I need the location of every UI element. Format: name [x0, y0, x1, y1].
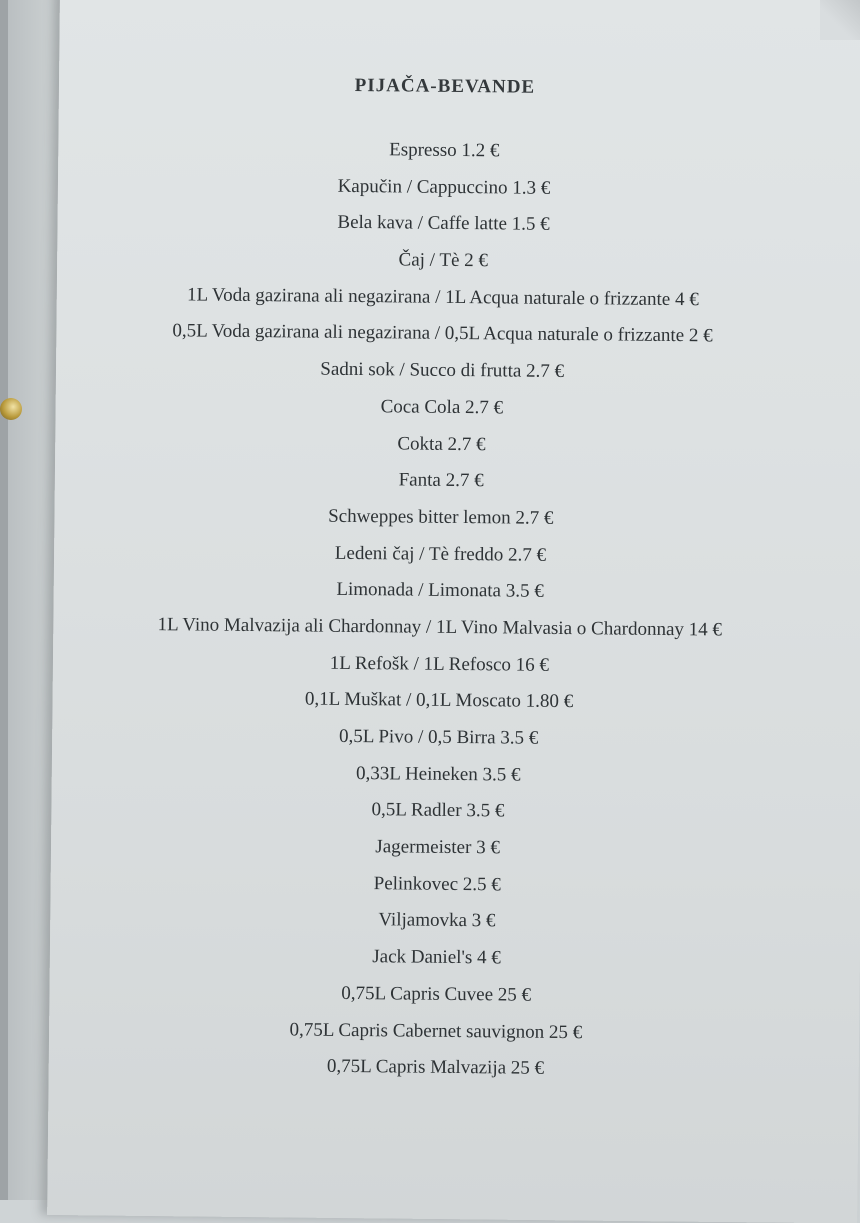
- menu-item: 1L Voda gazirana ali negazirana / 1L Acqua naturale o frizzante 4 €: [186, 284, 699, 311]
- menu-item: Bela kava / Caffe latte 1.5 €: [337, 212, 550, 236]
- menu-item: Ledeni čaj / Tè freddo 2.7 €: [334, 542, 547, 566]
- menu-item: 0,5L Pivo / 0,5 Birra 3.5 €: [338, 725, 539, 749]
- menu-item: Limonada / Limonata 3.5 €: [336, 579, 544, 603]
- menu-item: Viljamovka 3 €: [378, 909, 496, 932]
- menu-item: 1L Vino Malvazija ali Chardonnay / 1L Vino Malvasia o Chardonnay 14 €: [157, 614, 723, 641]
- menu-item: Čaj / Tè 2 €: [398, 249, 489, 272]
- menu-content: [54, 0, 860, 1204]
- menu-item: 0,75L Capris Cabernet sauvignon 25 €: [289, 1018, 583, 1043]
- menu-item: 0,5L Radler 3.5 €: [371, 799, 505, 822]
- menu-item: Cokta 2.7 €: [397, 432, 486, 455]
- menu-item: Schweppes bitter lemon 2.7 €: [328, 505, 554, 529]
- menu-item: 0,33L Heineken 3.5 €: [355, 762, 521, 786]
- menu-item: Jack Daniel's 4 €: [372, 946, 501, 969]
- menu-item: 1L Refošk / 1L Refosco 16 €: [329, 652, 550, 676]
- binder-pin: [0, 398, 22, 420]
- menu-item: Pelinkovec 2.5 €: [373, 872, 501, 896]
- menu-title: PIJAČA-BEVANDE: [354, 74, 536, 98]
- menu-item: Fanta 2.7 €: [398, 469, 484, 492]
- menu-item: 0,75L Capris Cuvee 25 €: [341, 982, 532, 1006]
- binding-edge: [0, 0, 8, 1200]
- menu-item: 0,5L Voda gazirana ali negazirana / 0,5L Acqua naturale o frizzante 2 €: [172, 320, 713, 347]
- menu-item: Coca Cola 2.7 €: [380, 396, 504, 419]
- menu-item: 0,1L Muškat / 0,1L Moscato 1.80 €: [304, 688, 574, 713]
- drink-list: [55, 129, 824, 1090]
- menu-item: Espresso 1.2 €: [389, 139, 500, 162]
- menu-item: Jagermeister 3 €: [375, 836, 500, 859]
- menu-item: 0,75L Capris Malvazija 25 €: [326, 1055, 545, 1080]
- menu-item: Kapučin / Cappuccino 1.3 €: [337, 175, 551, 199]
- menu-item: Sadni sok / Succo di frutta 2.7 €: [320, 358, 565, 383]
